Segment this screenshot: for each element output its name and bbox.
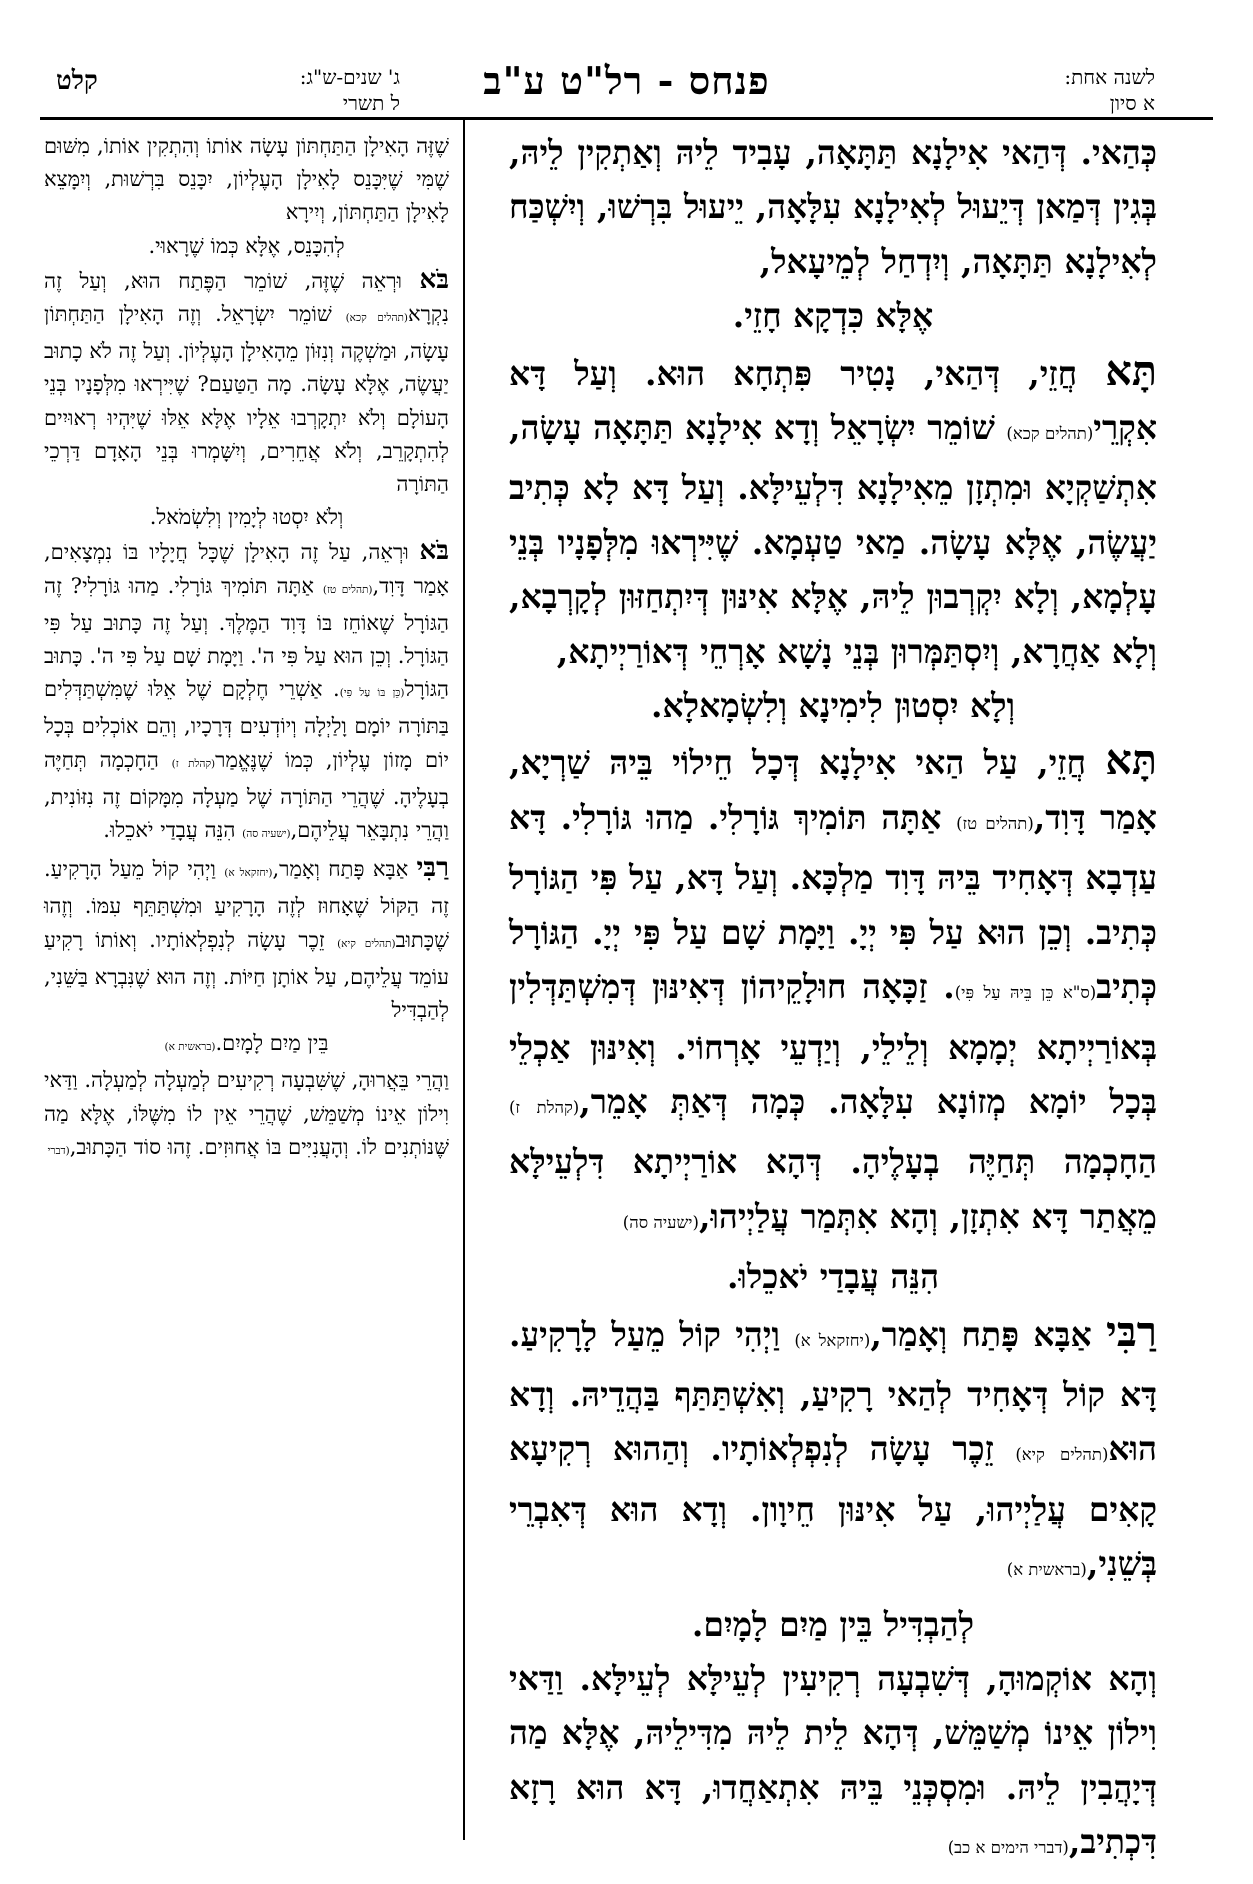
paragraph-text: הַחָכְמָה תְּחַיֶּה בְעָלֶיהָ. שֶׁהֲרֵי הַתּוֹרָה שֶׁל מַעְלָה מִמָּקוֹם זֶה נִזּוֹנִית, וַהֲרֵי נִתְבָּאֵר עֲלֵיהֶם, — [44, 747, 449, 843]
paragraph-text: שׁוֹמֵר יִשְׂרָאֵל. וְזֶה הָאִילָן הַתַּחְתּוֹן עָשָׂה, וּמַשְׁקֶה וְנִזּוֹן מֵהָאִילָן הָעֶלְיוֹן. וְעַל זֶה לֹא כָתוּב יַעֲשֶׂה, אֶלָּא עָשָׂה. מָה הַטַּעַם? שֶׁיִּירְאוּ מִלְּפָנָיו בְּנֵי הָעוֹלָם וְלֹא יִתְקָרְבוּ אֵלָיו אֶלָּא אֵלּוּ שֶׁיִּהְיוּ רְאוּיִים לְהִתְקָרֵב, וְלֹא אֲחֵרִים, וְיִשָּׁמְרוּ בְּנֵי הָאָדָם דַּרְכֵי הַתּוֹרָה — [44, 302, 449, 497]
paragraph-text: אַבָּא פָּתַח וְאָמַר, — [272, 857, 417, 882]
paragraph-text: . אַשְׁרֵי חֶלְקָם שֶׁל אֵלּוּ שֶׁמִּשְׁתַּדְּלִים בַּתּוֹרָה יוֹמָם וָלַיְלָה וְיוֹדְעִים דְּרָכָיו, וְהֵם אוֹכְלִים בְּכָל יוֹם מָזוֹן עֶלְיוֹן, כְּמוֹ שֶׁנֶּאֱמַר — [44, 677, 449, 772]
header-schedule-label: לשנה אחת: — [1064, 65, 1155, 89]
paragraph-text: וַהֲרֵי בֵּאֲרוּהָ, שֶׁשִּׁבְעָה רְקִיעִים לְמַעְלָה לְמַעְלָה. וַדַּאי וִילוֹן אֵינוֹ מְשַׁמֵּשׁ, שֶׁהֲרֵי אֵין לוֹ מִשֶּׁלּוֹ, אֶלָּא מַה שֶּׁנּוֹתְנִים לוֹ. וְהָעֲנִיִּים בּוֹ אֲחוּזִים. זֶהוּ סוֹד הַכָּתוּב, — [44, 1068, 449, 1159]
source-reference: (קהלת ז) — [509, 1097, 580, 1117]
opening-word: רַבִּי — [1106, 1306, 1157, 1356]
opening-word: תָּא — [1105, 735, 1157, 785]
opening-word: רַבִּי — [416, 852, 449, 884]
opening-word: תָּא — [1105, 345, 1157, 395]
paragraph-text: אַתָּה תּוֹמִיךְ גּוֹרָלִי. מַהוּ גּוֹרָלִי. דָּא עַדְבָא דְּאָחִיד בֵּיהּ דָּוִד מַלְכָּא. וְעַל דָּא, עַל פִּי הַגּוֹרָל כְּתִיב. וְכֵן הוּא עַל פִּי יְיָ. וַיָּמָת שָׁם עַל פִּי יְיָ. הַגּוֹרָל כְּתִיב — [509, 797, 1157, 1007]
source-reference: (קהלת ז) — [171, 757, 216, 770]
paragraph-text: וַיְהִי קוֹל מֵעַל לָרָקִיעַ. דָּא קוֹל דְּאָחִיד לְהַאי רָקִיעַ, וְאִשְׁתַּתַּף בַּהֲדֵיהּ. וְדָא הוּא — [509, 1314, 1158, 1469]
source-reference: (דברי הימים א כב) — [947, 1838, 1069, 1858]
paragraph-text: לְהִכָּנֵס, אֶלָּא כְּמוֹ שֶׁרָאוּי. — [148, 233, 345, 258]
paragraph-text: וְהָא אוֹקְמוּהָ, דְּשִׁבְעָה רְקִיעִין לְעֵילָּא לְעֵילָּא. וַדַּאי וִילוֹן אֵינוֹ מְשַׁמֵּשׁ, דְּהָא לֵית לֵיהּ מִדִּילֵיהּ, אֶלָּא מַה דְּיָהֲבִין לֵיהּ. וּמִסְכְּנֵי בֵּיהּ אִתְאַחֲדוּ, דָּא הוּא רָזָא דִּכְתִיב, — [509, 1658, 1157, 1862]
paragraph-text: הַחָכְמָה תְּחַיֶּה בְעָלֶיהָ. דְּהָא אוֹרַיְיתָא דִּלְעֵילָּא מֵאֲתַר דָּא אִתְזָן, וְהָא אִתְּמַר עֲלַיְיהוּ, — [509, 1142, 1157, 1236]
source-reference: (כֵּן בּוֹ עַל פִּי) — [339, 687, 405, 700]
paragraph-text: לְהַבְדִּיל בֵּין מַיִם לָמָיִם. — [691, 1604, 975, 1644]
aramaic-paragraph — [509, 1652, 1157, 1876]
paragraph-text: וַיְהִי קוֹל מֵעַל הָרָקִיעַ. זֶה הַקּוֹל שֶׁאָחוּז לְזֶה הָרָקִיעַ וּמִשְׁתַּתֵּף עִמּוֹ. וְזֶהוּ שֶׁכָּתוּב — [44, 857, 449, 952]
paragraph-text: אַתָּה תּוֹמִיךְ גּוֹרָלִי. מַהוּ גּוֹרָלִי? זֶה הַגּוֹרָל שֶׁאוֹחֵז בּוֹ דָּוִד הַמֶּלֶךְ. וְעַל זֶה כָּתוּב עַל פִּי הַגּוֹרָל. וְכֵן הוּא עַל פִּי ה'. וַיָּמָת שָׁם עַל פִּי ה'. כָּתוּב הַגּוֹרָל — [44, 573, 449, 702]
paragraph-text: שׁוֹמֵר יִשְׂרָאֵל וְדָא אִילָנָא תַּתָּאָה עָשָׂה, אִתְשַׁקְיָא וּמִתְזָן מֵאִילָנָא דִּלְעֵילָּא. וְעַל דָּא לָא כְּתִיב יַעֲשֶׂה, אֶלָּא עָשָׂה. מַאי טַעְמָא. שֶׁיִּירְאוּ מִלְּפָנָיו בְּנֵי עָלְמָא, וְלָא יִקְרְבוּן לֵיהּ, אֶלָּא אִינּוּן דְּיִתְחַזּוּן לְקָרְבָא, וְלָא אַחֲרָא, וְיִסְתַּמְּרוּן בְּנֵי נָשָׁא אָרְחֵי דְּאוֹרַיְיתָא, — [509, 408, 1157, 671]
source-reference: (יחזקאל א) — [794, 1330, 871, 1350]
source-reference: (דברי — [47, 1144, 70, 1157]
paragraph-text: הִנֵּה עֲבָדַי יֹאכֵלוּ. — [726, 1257, 940, 1297]
source-reference: (תהלים קיא) — [337, 937, 396, 950]
header-schedule-date: ל תשרי — [342, 91, 400, 115]
aramaic-paragraph — [509, 679, 1157, 733]
aramaic-paragraph — [509, 289, 1157, 343]
main-text-column — [509, 126, 1157, 1876]
hebrew-paragraph — [44, 1027, 449, 1064]
hebrew-paragraph — [44, 1064, 449, 1168]
opening-word: בֹּא — [419, 263, 449, 295]
paragraph-text: וּרְאֵה, עַל זֶה הָאִילָן שֶׁכָּל חֲיָלָיו בּוֹ נִמְצָאִים, אָמַר דָּוִד, — [44, 540, 449, 598]
paragraph-text: אֶלָּא כִּדְקָא חָזֵי. — [732, 296, 934, 336]
hebrew-paragraph — [44, 230, 449, 263]
page-title: פנחס - רל"ט ע"ב — [483, 58, 770, 103]
source-reference: (ס"א כֵּן בֵּיהּ עַל פִּי) — [954, 983, 1097, 1003]
hebrew-paragraph — [44, 851, 449, 1027]
paragraph-text: זֵכֶר עָשָׂה לְנִפְלְאוֹתָיו. וְהַהוּא רְקִיעָא קָאִים עֲלַיְיהוּ, עַל אִינּוּן חֵיוָון. וְדָא הוּא דְּאִבְרֵי בְּשֵׁנִי, — [509, 1429, 1157, 1584]
aramaic-paragraph — [509, 1598, 1157, 1652]
source-reference: (בראשית א) — [1006, 1560, 1087, 1580]
paragraph-text: וּרְאֵה שֶׁזֶּה, שׁוֹמֵר הַפֶּתַח הוּא, וְעַל זֶה נִקְרָא — [44, 268, 449, 327]
source-reference: (בראשית א) — [164, 1041, 216, 1054]
hebrew-paragraph — [44, 534, 449, 851]
folio-number: קלט — [56, 66, 98, 96]
header-schedule-label: ג' שנים-ש"ג: — [299, 65, 400, 89]
source-reference: (ישעיה סה) — [242, 828, 291, 841]
hebrew-paragraph — [44, 501, 449, 534]
aramaic-paragraph — [509, 126, 1157, 289]
aramaic-paragraph — [509, 733, 1157, 1250]
paragraph-text: אַבָּא פָּתַח וְאָמַר, — [870, 1314, 1107, 1354]
translation-column — [44, 130, 449, 1168]
column-divider — [463, 120, 465, 1840]
paragraph-text: הִנֵּה עֲבָדַי יֹאכֵלוּ. — [103, 818, 243, 843]
aramaic-paragraph — [509, 1305, 1157, 1598]
paragraph-text: שֶׁזֶּה הָאִילָן הַתַּחְתּוֹן עָשָׂה אוֹתוֹ וְהִתְקִין אוֹתוֹ, מִשּׁוּם שֶׁמִּי שֶׁיִּכָּנֵס לָאִילָן הָעֶלְיוֹן, יִכָּנֵס בִּרְשׁוּת, וְיִמָּצֵא לָאִילָן הַתַּחְתּוֹן, וְיִירָא — [44, 134, 449, 225]
paragraph-text: וְלָא יִסְטוּן לִימִינָא וְלִשְׂמָאלָא. — [650, 686, 1016, 726]
hebrew-paragraph — [44, 263, 449, 501]
paragraph-text: חֲזֵי, דְּהַאי, נָטִיר פִּתְחָא הוּא. וְעַל דָּא אִקְרֵי — [509, 353, 1158, 448]
paragraph-text: כְּהַאי. דְּהַאי אִילָנָא תַּתָּאָה, עָבִיד לֵיהּ וְאַתְקִין לֵיהּ, בְּגִין דְּמַאן דְּיֵעוּל לְאִילָנָא עִלָּאָה, יֵיעוּל בִּרְשׁוּ, וְיִשְׁכַּח לְאִילָנָא תַּתָּאָה, וְיִדְחַל לְמֵיעָאל, — [509, 133, 1157, 281]
paragraph-text: . זַכָּאָה חוּלָקֵיהוֹן דְּאִינּוּן דְּמִשְׁתַּדְּלִין בְּאוֹרַיְיתָא יְמָמָא וְלֵילֵי, וְיַדְעֵי אָרְחוֹי. וְאִינּוּן אַכְלֵי בְּכָל יוֹמָא מְזוֹנָא עִלָּאָה. כְּמָה דְּאַתְּ אָמֵר, — [509, 967, 1157, 1121]
source-reference: (תהלים קכא) — [1006, 424, 1094, 444]
aramaic-paragraph — [509, 344, 1157, 679]
opening-word: בֹּא — [419, 535, 449, 567]
paragraph-text: בֵּין מַיִם לָמָיִם. — [215, 1031, 329, 1056]
aramaic-paragraph — [509, 1250, 1157, 1304]
source-reference: (תהלים טז) — [322, 583, 373, 596]
source-reference: (תהלים קיא) — [1015, 1445, 1109, 1465]
header-divider — [40, 117, 1213, 120]
paragraph-text: חֲזֵי, עַל הַאי אִילָנָא דְּכָל חֵילוֹי בֵּיהּ שַׁרְיָא, אָמַר דָּוִד, — [509, 743, 1157, 837]
hebrew-paragraph — [44, 130, 449, 230]
header-schedule-date: א סיון — [1109, 91, 1155, 115]
source-reference: (תהלים טז) — [956, 813, 1034, 833]
paragraph-text: וְלֹא יִסְטוּ לְיָמִין וְלִשְׂמֹאל. — [149, 505, 344, 530]
source-reference: (תהלים קכא) — [345, 312, 408, 325]
source-reference: (יחזקאל א) — [224, 867, 273, 880]
source-reference: (ישעיה סה) — [622, 1212, 699, 1232]
paragraph-text: זֵכֶר עָשָׂה לְנִפְלְאוֹתָיו. וְאוֹתוֹ רָקִיעַ עוֹמֵד עֲלֵיהֶם, עַל אוֹתָן חַיּוֹת. וְזֶה הוּא שֶׁנִּבְרָא בַּשֵּׁנִי, לְהַבְדִּיל — [43, 927, 449, 1023]
